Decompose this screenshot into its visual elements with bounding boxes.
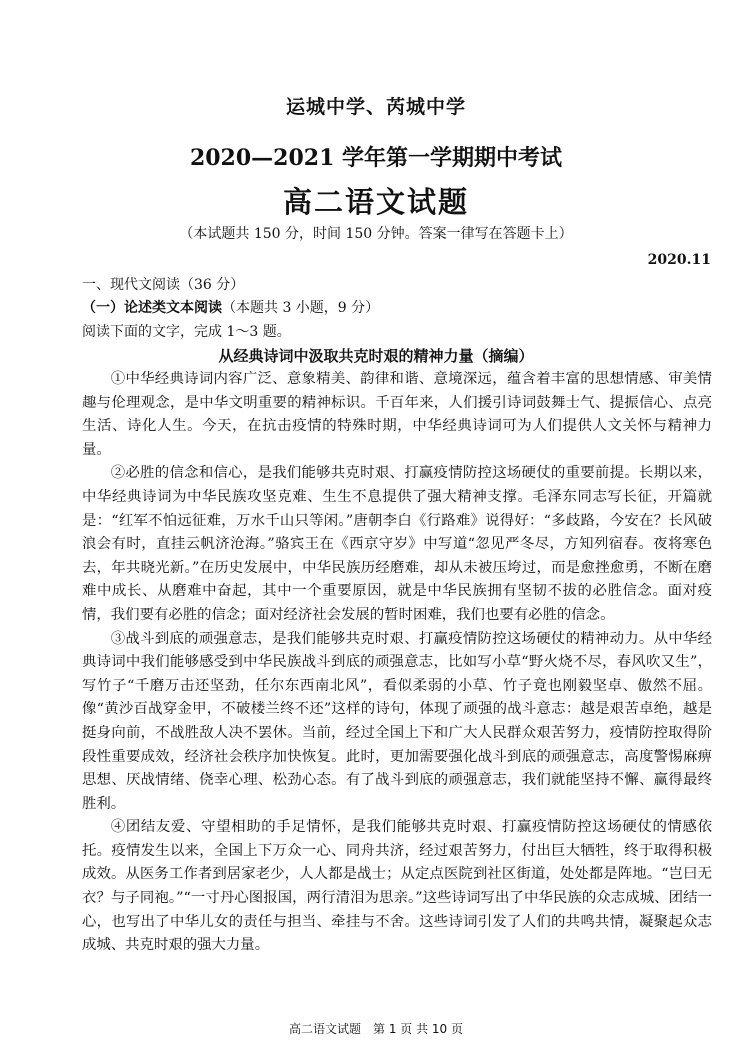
exam-instructions: （本试题共 150 分，时间 150 分钟。答案一律写在答题卡上）	[179, 226, 573, 242]
article-paragraph: ①中华经典诗词内容广泛、意象精美、韵律和谐、意境深远，蕴含着丰富的思想情感、审美情趣与伦理观念，是中华文明重要的精神标识。千百年来，人们援引诗词鼓舞士气、提振信心、点亮生活、诗化人生。今天，在抗击疫情的特殊时期，中华经典诗词可为人们提供人文关怀与精神力量。	[82, 371, 712, 458]
article-paragraph: ④团结友爱、守望相助的手足情怀，是我们能够共克时艰、打赢疫情防控这场硬仗的情感依托。疫情发生以来，全国上下万众一心、同舟共济，经过艰苦努力，付出巨大牺牲，终于取得积极成效。从医务工作者到居家老少，人人都是战士；从定点医院到社区街道，处处都是阵地。“岂曰无衣？与子同袍。”“一寸丹心图报国，两行清泪为思亲。”这些诗词写出了中华民族的众志成城、团结一心，也写出了中华儿女的责任与担当、牵挂与不舍。这些诗词引发了人们的共鸣共情，凝聚起众志成城、共克时艰的强大力量。	[82, 819, 712, 954]
subsection-detail: （本题共 3 小题，9 分）	[222, 300, 380, 316]
subsection-label: （一）论述类文本阅读	[82, 300, 222, 316]
article-title: 从经典诗词中汲取共克时艰的精神力量（摘编）	[218, 347, 534, 365]
page-footer: 高二语文试题 第 1 页 共 10 页	[289, 1022, 463, 1036]
subsection-heading	[82, 297, 379, 317]
section-heading: 一、现代文阅读（36 分）	[82, 277, 245, 293]
exam-date: 2020.11	[647, 252, 711, 268]
reading-directions: 阅读下面的文字，完成 1～3 题。	[82, 324, 291, 340]
article-paragraph: ②必胜的信念和信心，是我们能够共克时艰、打赢疫情防控这场硬仗的重要前提。长期以来，中华经典诗词为中华民族攻坚克难、生生不息提供了强大精神支撑。毛泽东同志写长征，开篇就是：“红军不怕远征难，万水千山只等闲。”唐朝李白《行路难》说得好：“多歧路，今安在？长风破浪会有时，直挂云帆济沧海。”骆宾王在《西京守岁》中写道“忽见严冬尽，方知列宿春。夜将寒色去，年共晓光新。”在历史发展中，中华民族历经磨难，却从未被压垮过，而是愈挫愈勇，不断在磨难中成长、从磨难中奋起，其中一个重要原因，就是中华民族拥有坚韧不拔的必胜信念。面对疫情，我们要有必胜的信念；面对经济社会发展的暂时困难，我们也要有必胜的信念。	[82, 465, 712, 623]
article-body	[82, 368, 712, 958]
subject-title: 高二语文试题	[282, 185, 469, 219]
exam-title: 2020—2021 学年第一学期期中考试	[189, 145, 563, 171]
article-paragraph: ③战斗到底的顽强意志，是我们能够共克时艰、打赢疫情防控这场硬仗的精神动力。从中华经典诗词中我们能够感受到中华民族战斗到底的顽强意志，比如写小草“野火烧不尽，春风吹又生”，写竹子“千磨万击还坚劲，任尔东西南北风”，看似柔弱的小草、竹子竟也刚毅坚卓、傲然不屈。像“黄沙百战穿金甲，不破楼兰终不还”这样的诗句，体现了顽强的战斗意志：越是艰苦卓绝，越是挺身向前，不战胜敌人决不罢休。当前，经过全国上下和广大人民群众艰苦努力，疫情防控取得阶段性重要成效，经济社会秩序加快恢复。此时，更加需要强化战斗到底的顽强意志，高度警惕麻痹思想、厌战情绪、侥幸心理、松劲心态。有了战斗到底的顽强意志，我们就能坚持不懈、赢得最终胜利。	[82, 630, 712, 812]
school-names: 运城中学、芮城中学	[285, 96, 466, 118]
